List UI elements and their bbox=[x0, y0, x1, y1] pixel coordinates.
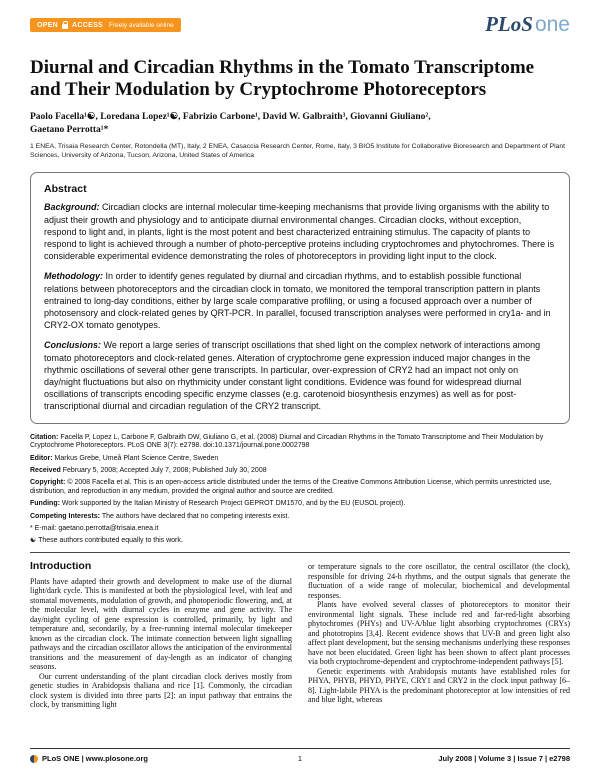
article-title: Diurnal and Circadian Rhythms in the Tomato Transcriptome and Their Modulation by Cryptochrome Photoreceptors bbox=[30, 57, 535, 100]
abstract-methodology-text: In order to identify genes regulated by diurnal and circadian rhythms, and to establish possible functional relations between photoreceptors and the circadian clock in tomato, we monitored the temporal transcription pattern in plants entrained to long-day conditions, either by large scale comparative profiling, or using a focused approach over a number of photosensory and clock-related genes by QRT-PCR. In parallel, focused transcription analyses were performed in cry1a- and in CRY2-OX tomato genotypes. bbox=[44, 271, 551, 331]
footer-journal bbox=[30, 754, 148, 763]
freely-available-label: Freely available online bbox=[109, 21, 174, 29]
intro-paragraph: Our current understanding of the plant circadian clock derives mostly from genetic studies in Arabidopsis thaliana and rice [1]. Commonly, the circadian clock system is divided into three parts [2]: an input pathway that entrains the clock, by transmitting light bbox=[30, 671, 292, 710]
citation-line: Citation: Facella P, Lopez L, Carbone F, Galbraith DW, Giuliano G, et al. (2008) Diurnal and Circadian Rhythms in the Tomato Transcriptome and Their Modulation by Cryptochrome Photoreceptors. PLoS ONE 3(7): e2798. doi:10.1371/journal.pone.0002798 bbox=[30, 433, 544, 450]
page-footer bbox=[30, 748, 570, 763]
funding-line: Funding: Work supported by the Italian Ministry of Research Project GEPROT DM1570, and by the EU (EUSOL project). bbox=[30, 500, 406, 508]
intro-paragraph: Genetic experiments with Arabidopsis mutants have established roles for PHYA, PHYB, PHYD, PHYE, CRY1 and CRY2 in the clock input pathway [6–8]. Light-labile PHYA is the predominant photoreceptor at low intensities of red and blue light, whereas bbox=[308, 666, 570, 705]
intro-paragraph: Plants have evolved several classes of photoreceptors to monitor their environmental light signals. These include red and far-red-light absorbing phytochromes (PHYs) and UV-A/blue light absorbing cryptochromes (CRYs) and phototropins [3,4]. Recent evidence shows that UV-B and green light also affect plant development, but the sensing mechanisms underlying these responses have not been elucidated. Green light has been shown to affect plant processes via both cryptochrome-dependent and cryptochrome-independent pathways [5]. bbox=[308, 600, 570, 667]
article-metadata bbox=[30, 434, 570, 546]
open-lock-icon bbox=[62, 24, 68, 29]
body-column-left bbox=[30, 562, 292, 730]
copyright-line: Copyright: © 2008 Facella et al. This is an open-access article distributed under the terms of the Creative Commons Attribution License, which permits unrestricted use, distribution, and reproduction in any medium, provided the original author and source are credited. bbox=[30, 479, 552, 496]
abstract-background-text: Circadian clocks are internal molecular time-keeping mechanisms that provide living organisms with the ability to adjust their growth and physiology and to anticipate diurnal environmental changes. Circadian clocks, without exception, respond to light and, in plants, light is the most potent and best characterized entraining stimulus. The capacity of plants to respond to light is achieved through a number of photo-perceptive proteins including cryptochromes and phytochromes. There is considerable experimental evidence demonstrating the roles of photoreceptors in providing light input to the clock. bbox=[44, 202, 555, 262]
body-column-right bbox=[308, 562, 570, 730]
editor-line: Editor: Markus Grebe, Umeå Plant Science Centre, Sweden bbox=[30, 454, 219, 462]
email-footnote: * E-mail: gaetano.perrotta@trisaia.enea.it bbox=[30, 525, 159, 533]
intro-paragraph: or temperature signals to the core oscillator, the central oscillator (the clock), responsible for driving 24-h rhythms, and the output signals that generate the fluctuation of a wide range of molecular, biochemical and developmental responses. bbox=[308, 562, 570, 600]
abstract-methodology-label: Methodology: bbox=[44, 271, 103, 282]
plos-one-logo bbox=[485, 14, 570, 35]
intro-paragraph: Plants have adapted their growth and development to make use of the diurnal light/dark cycle. This is manifested at both the physiological level, with leaf and stomatal movements, modulation of growth, and photoperiodic flowering, and, at the molecular level, with diurnal cycles in enzyme and gene activity. The day/night cycling of gene expression is controlled, primarily, by light and temperature and, secondarily, by a free-running internal molecular timekeeper known as the circadian clock. The intimate connection between light signalling pathways and the circadian oscillator allows the anticipation of the environmental transitions and the measurement of day-length as an indicator of changing seasons. bbox=[30, 576, 292, 672]
logo-one-text: one bbox=[534, 13, 570, 36]
logo-plos-text: PLoS bbox=[485, 12, 533, 36]
footer-journal-label: PLoS ONE | www.plosone.org bbox=[42, 754, 148, 763]
page-header bbox=[30, 14, 570, 35]
competing-interests-line: Competing Interests: The authors have declared that no competing interests exist. bbox=[30, 512, 290, 520]
affiliations: 1 ENEA, Trisaia Research Center, Rotondella (MT), Italy, 2 ENEA, Casaccia Research Center, Rome, Italy, 3 BIO5 Institute for Collaborative Bioresearch and Department of Plant Sciences, University of Arizona, Tucson, Arizona, United States of America bbox=[30, 143, 566, 159]
abstract-background bbox=[44, 201, 556, 262]
abstract-methodology bbox=[44, 270, 556, 331]
introduction-heading: Introduction bbox=[30, 562, 92, 573]
plos-footer-icon bbox=[30, 755, 38, 763]
authors-line-2: Gaetano Perrotta¹* bbox=[30, 124, 109, 135]
abstract-background-label: Background: bbox=[44, 202, 100, 213]
footer-issue-info: July 2008 | Volume 3 | Issue 7 | e2798 bbox=[438, 754, 570, 763]
abstract-conclusions-label: Conclusions: bbox=[44, 340, 102, 351]
abstract-box bbox=[30, 172, 570, 423]
open-label: OPEN bbox=[37, 21, 59, 29]
received-line: Received February 5, 2008; Accepted July 7, 2008; Published July 30, 2008 bbox=[30, 467, 267, 475]
equal-contribution-footnote: ☯ These authors contributed equally to this work. bbox=[30, 537, 183, 545]
author-list bbox=[30, 111, 570, 136]
abstract-conclusions bbox=[44, 339, 556, 412]
abstract-conclusions-text: We report a large series of transcript oscillations that shed light on the complex network of interactions among tomato photoreceptors and clock-related genes. Alteration of cryptochrome gene expression induced major changes in the rhythmic oscillations of several other gene transcripts. In particular, over-expression of CRY2 had an impact not only on day/night fluctuations but also on rhythmicity under constant light conditions. Evidence was found for widespread diurnal oscillations of transcripts encoding specific enzyme classes (e.g. carotenoid biosynthesis enzymes) as well as for post-transcriptional diurnal and circadian regulation of the CRY2 transcript. bbox=[44, 340, 541, 412]
footer-page-number: 1 bbox=[297, 754, 303, 763]
authors-line-1: Paolo Facella¹☯, Loredana Lopez¹☯, Fabrizio Carbone¹, David W. Galbraith³, Giovanni Giuliano², bbox=[30, 112, 431, 122]
open-access-badge bbox=[30, 18, 181, 32]
abstract-heading: Abstract bbox=[44, 183, 87, 196]
section-divider bbox=[30, 552, 570, 553]
access-label: ACCESS bbox=[72, 21, 104, 29]
body-columns bbox=[30, 562, 570, 730]
